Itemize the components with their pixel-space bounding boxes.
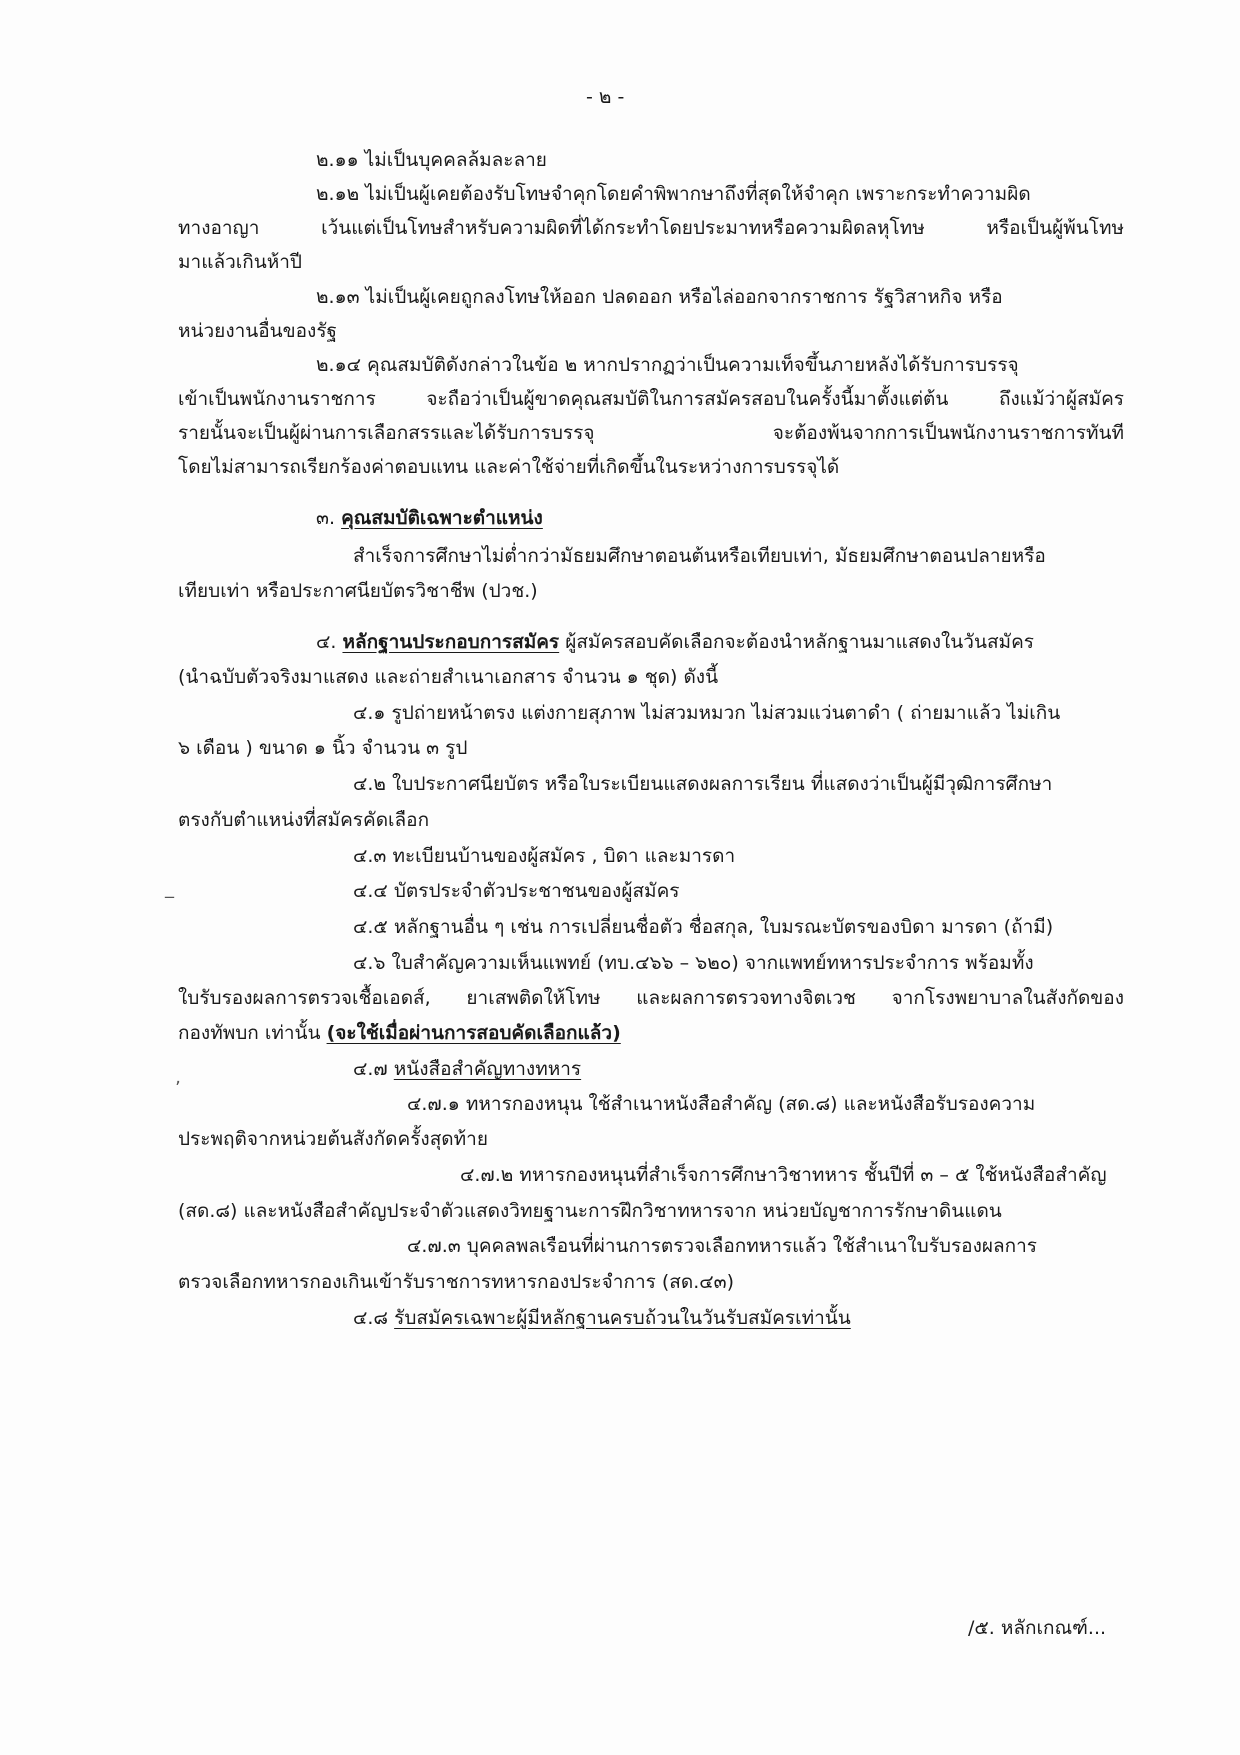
item-4-8-number: ๔.๘: [353, 1307, 389, 1329]
item-4-6-line3: [178, 1019, 621, 1047]
item-4-2-line2: ตรงกับตำแหน่งที่สมัครคัดเลือก: [178, 809, 430, 831]
section-3-heading: [316, 504, 543, 532]
item-4-1-line2: ๖ เดือน ) ขนาด ๑ นิ้ว จำนวน ๓ รูป: [178, 737, 468, 759]
item-4-6-note: (จะใช้เมื่อผ่านการสอบคัดเลือกแล้ว): [326, 1022, 621, 1044]
section-4-heading: [316, 628, 1034, 656]
item-2-14-line4: โดยไม่สามารถเรียกร้องค่าตอบแทน และค่าใช้จ่ายที่เกิดขึ้นในระหว่างการบรรจุได้: [178, 456, 840, 478]
section-4-title: หลักฐานประกอบการสมัคร: [342, 631, 560, 653]
item-4-7-title: หนังสือสำคัญทางทหาร: [393, 1058, 582, 1080]
item-2-14-line3: รายนั้นจะเป็นผู้ผ่านการเลือกสรรและได้รับการบรรจุ จะต้องพ้นจากการเป็นพนักงานราชการทันที: [178, 422, 1124, 444]
item-4-7: [353, 1055, 581, 1083]
page-number: - ๒ -: [586, 86, 625, 108]
section-3-title: คุณสมบัติเฉพาะตำแหน่ง: [341, 507, 543, 529]
item-4-2-line1: ๔.๒ ใบประกาศนียบัตร หรือใบระเบียนแสดงผลการเรียน ที่แสดงว่าเป็นผู้มีวุฒิการศึกษา: [353, 773, 1053, 795]
item-4-1-line1: ๔.๑ รูปถ่ายหน้าตรง แต่งกายสุภาพ ไม่สวมหมวก ไม่สวมแว่นตาดำ ( ถ่ายมาแล้ว ไม่เกิน: [353, 702, 1061, 724]
section-4-intro-line2: (นำฉบับตัวจริงมาแสดง และถ่ายสำเนาเอกสาร จำนวน ๑ ชุด) ดังนี้: [178, 666, 719, 688]
item-4-8-title: รับสมัครเฉพาะผู้มีหลักฐานครบถ้วนในวันรับสมัครเท่านั้น: [394, 1307, 851, 1329]
item-4-6-army-only: กองทัพบก เท่านั้น: [178, 1022, 321, 1044]
item-2-14-line1: ๒.๑๔ คุณสมบัติดังกล่าวในข้อ ๒ หากปรากฏว่าเป็นความเท็จขึ้นภายหลังได้รับการบรรจุ: [316, 354, 1019, 376]
section-3-body-line2: เทียบเท่า หรือประกาศนียบัตรวิชาชีพ (ปวช.): [178, 580, 538, 602]
item-4-7-3-line1: ๔.๗.๓ บุคคลพลเรือนที่ผ่านการตรวจเลือกทหารแล้ว ใช้สำเนาใบรับรองผลการ: [407, 1235, 1038, 1257]
section-4-number: ๔.: [316, 631, 337, 653]
item-2-11: ๒.๑๑ ไม่เป็นบุคคลล้มละลาย: [316, 149, 547, 171]
item-4-6-line1: ๔.๖ ใบสำคัญความเห็นแพทย์ (ทบ.๔๖๖ – ๖๒๐) จากแพทย์ทหารประจำการ พร้อมทั้ง: [353, 952, 1034, 974]
item-4-7-2-line1: ๔.๗.๒ ทหารกองหนุนที่สำเร็จการศึกษาวิชาทหาร ชั้นปีที่ ๓ – ๕ ใช้หนังสือสำคัญ: [460, 1164, 1107, 1186]
item-4-5: ๔.๕ หลักฐานอื่น ๆ เช่น การเปลี่ยนชื่อตัว ชื่อสกุล, ใบมรณะบัตรของบิดา มารดา (ถ้ามี): [353, 916, 1054, 938]
item-4-4: ๔.๔ บัตรประจำตัวประชาชนของผู้สมัคร: [353, 880, 680, 902]
section-3-body-line1: สำเร็จการศึกษาไม่ต่ำกว่ามัธยมศึกษาตอนต้นหรือเทียบเท่า, มัธยมศึกษาตอนปลายหรือ: [353, 545, 1046, 567]
item-2-12-line3: มาแล้วเกินห้าปี: [178, 251, 302, 273]
scan-mark: _: [165, 878, 174, 899]
item-4-7-number: ๔.๗: [353, 1058, 388, 1080]
item-4-6-line2: ใบรับรองผลการตรวจเชื้อเอดส์, ยาเสพติดให้โทษ และผลการตรวจทางจิตเวช จากโรงพยาบาลในสังกัดของ: [178, 987, 1124, 1009]
section-4-intro-line1: ผู้สมัครสอบคัดเลือกจะต้องนำหลักฐานมาแสดงในวันสมัคร: [565, 631, 1034, 653]
item-4-3: ๔.๓ ทะเบียนบ้านของผู้สมัคร , บิดา และมารดา: [353, 845, 736, 867]
item-4-7-1-line2: ประพฤติจากหน่วยต้นสังกัดครั้งสุดท้าย: [178, 1128, 488, 1150]
item-2-13-line1: ๒.๑๓ ไม่เป็นผู้เคยถูกลงโทษให้ออก ปลดออก หรือไล่ออกจากราชการ รัฐวิสาหกิจ หรือ: [316, 286, 1003, 308]
scan-mark: ʼ: [175, 1078, 181, 1099]
item-2-13-line2: หน่วยงานอื่นของรัฐ: [178, 320, 338, 342]
item-4-7-3-line2: ตรวจเลือกทหารกองเกินเข้ารับราชการทหารกองประจำการ (สด.๔๓): [178, 1271, 735, 1293]
item-4-7-2-line2: (สด.๘) และหนังสือสำคัญประจำตัวแสดงวิทยฐานะการฝึกวิชาทหารจาก หน่วยบัญชาการรักษาดินแดน: [178, 1200, 1002, 1222]
item-2-12-line1: ๒.๑๒ ไม่เป็นผู้เคยต้องรับโทษจำคุกโดยคำพิพากษาถึงที่สุดให้จำคุก เพราะกระทำความผิด: [316, 183, 1031, 205]
item-4-7-1-line1: ๔.๗.๑ ทหารกองหนุน ใช้สำเนาหนังสือสำคัญ (สด.๘) และหนังสือรับรองความ: [407, 1093, 1036, 1115]
item-2-12-line2: ทางอาญา เว้นแต่เป็นโทษสำหรับความผิดที่ได้กระทำโดยประมาทหรือความผิดลหุโทษ หรือเป็นผู้พ้นโทษ: [178, 217, 1124, 239]
continuation-footer: /๕. หลักเกณฑ์...: [968, 1617, 1107, 1639]
section-3-number: ๓.: [316, 507, 336, 529]
item-2-14-line2: เข้าเป็นพนักงานราชการ จะถือว่าเป็นผู้ขาดคุณสมบัติในการสมัครสอบในครั้งนี้มาตั้งแต่ต้น ถึงแม้ว่าผู้สมัคร: [178, 388, 1124, 410]
item-4-8: [353, 1304, 851, 1332]
